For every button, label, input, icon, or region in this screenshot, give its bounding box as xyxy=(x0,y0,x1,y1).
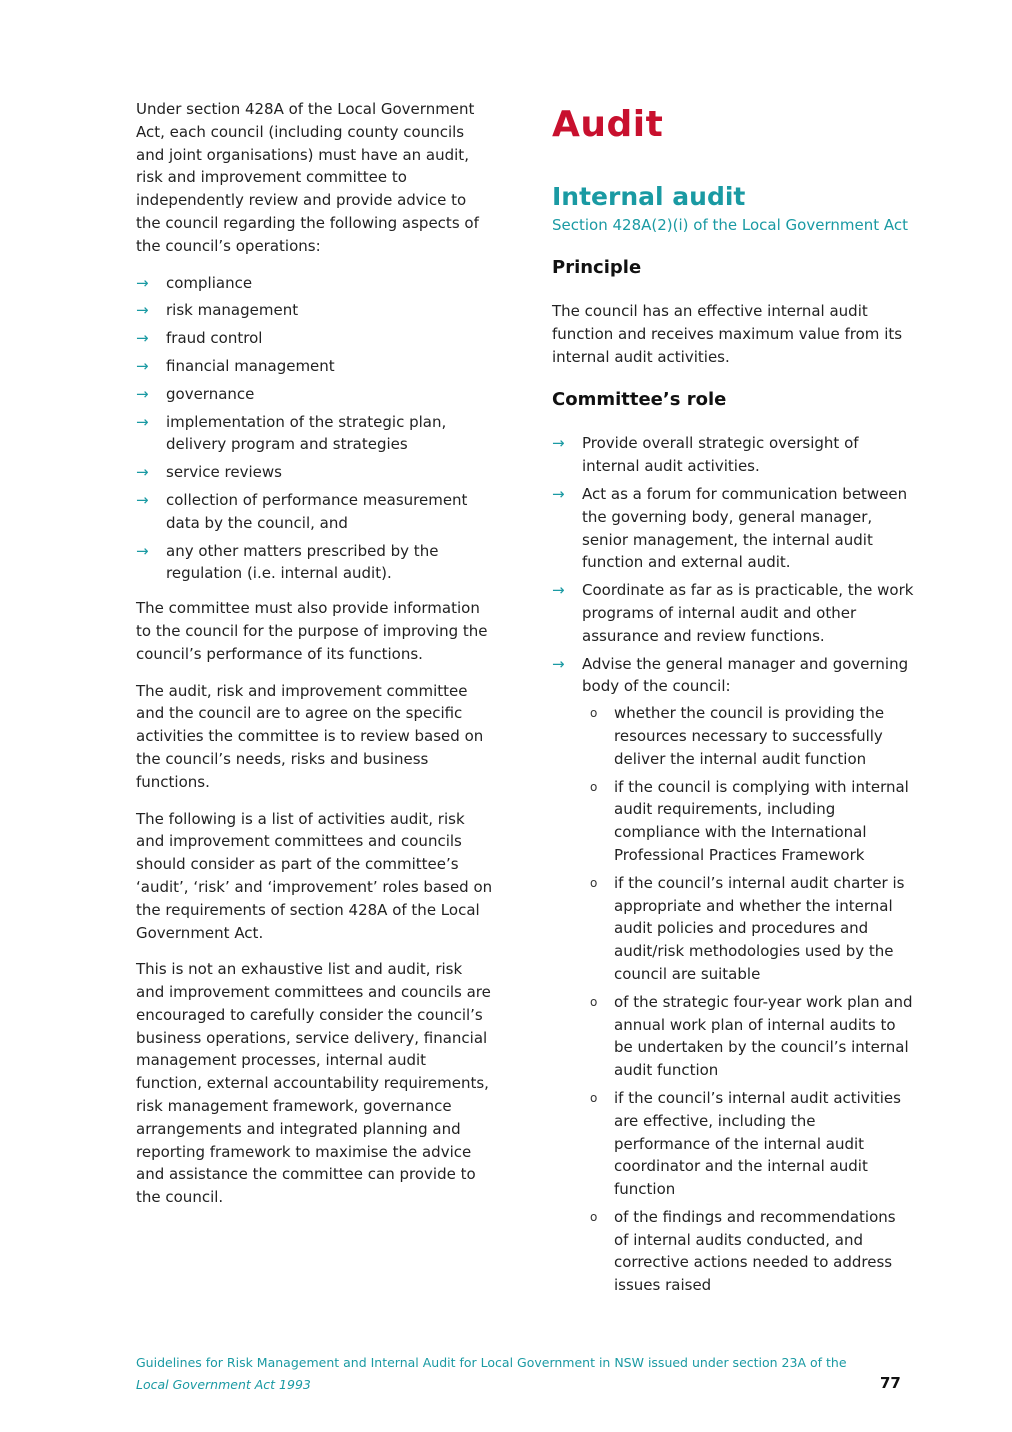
footer-act-title: Local Government Act 1993 xyxy=(136,1377,311,1392)
body-paragraph: The audit, risk and improvement committee and the council are to agree on the specific activities the committee is to review based on the council’s needs, risks and business functions. xyxy=(136,681,484,791)
list-item: o whether the council is providing the resources necessary to successfully deliver the internal audit function xyxy=(590,704,885,768)
list-item: → fraud control xyxy=(136,327,494,350)
arrow-right-icon: → xyxy=(136,356,149,375)
list-item: o of the strategic four-year work plan and annual work plan of internal audits to be undertaken by the council’s internal audit function xyxy=(590,992,913,1080)
circle-bullet-icon: o xyxy=(590,706,598,721)
arrow-right-icon: → xyxy=(136,490,149,509)
list-item: → Coordinate as far as is practicable, the work programs of internal audit and other assurance and review functions. xyxy=(552,581,914,645)
arrow-right-icon: → xyxy=(552,484,565,503)
list-item: → compliance xyxy=(136,272,494,295)
circle-bullet-icon: o xyxy=(590,875,598,890)
left-column xyxy=(136,98,494,1223)
arrow-right-icon: → xyxy=(136,301,149,320)
role-heading: Committee’s role xyxy=(552,389,727,411)
list-item: → Act as a forum for communication between the governing body, general manager, senior management, the internal audit function and external audit. xyxy=(552,484,908,572)
circle-bullet-icon: o xyxy=(590,779,598,794)
intro-paragraph: Under section 428A of the Local Government Act, each council (including county councils and joint organisations) must have an audit, risk and improvement committee to independently review and provide advice to the council regarding the following aspects of the council’s operations: xyxy=(136,100,479,255)
arrow-right-icon: → xyxy=(136,384,149,403)
footer xyxy=(136,1352,876,1396)
body-paragraph: This is not an exhaustive list and audit, risk and improvement committees and councils are encouraged to carefully consider the council’s business operations, service delivery, financial management processes, internal audit function, external accountability requirements, risk management framework, governance arrangements and integrated planning and reporting framework to maximise the advice and assistance the committee can provide to the council. xyxy=(136,960,491,1207)
roles-list xyxy=(552,432,914,1297)
footer-text: Guidelines for Risk Management and Internal Audit for Local Government in NSW issued under section 23A of the xyxy=(136,1355,847,1370)
list-item: o if the council’s internal audit activities are effective, including the performance of the internal audit coordinator and the internal audit function xyxy=(590,1088,901,1199)
section-reference: Section 428A(2)(i) of the Local Government Act xyxy=(552,216,908,234)
list-item: → service reviews xyxy=(136,461,494,484)
list-item: → Provide overall strategic oversight of internal audit activities. xyxy=(552,434,859,476)
section-title: Internal audit xyxy=(552,182,746,211)
principle-text: The council has an effective internal audit function and receives maximum value from its internal audit activities. xyxy=(552,302,903,366)
arrow-right-icon: → xyxy=(552,581,565,600)
page-number: 77 xyxy=(880,1374,901,1392)
arrow-right-icon: → xyxy=(136,463,149,482)
list-item: o of the findings and recommendations of internal audits conducted, and corrective actions needed to address issues raised xyxy=(590,1207,896,1295)
list-item: → collection of performance measurement data by the council, and xyxy=(136,490,468,532)
list-item: → implementation of the strategic plan, delivery program and strategies xyxy=(136,412,447,454)
list-item: → governance xyxy=(136,383,494,406)
arrow-right-icon: → xyxy=(552,434,565,453)
circle-bullet-icon: o xyxy=(590,1090,598,1105)
arrow-right-icon: → xyxy=(136,273,149,292)
advice-list xyxy=(582,702,914,1297)
list-item: → financial management xyxy=(136,355,494,378)
page-title: Audit xyxy=(552,104,664,145)
circle-bullet-icon: o xyxy=(590,1209,598,1224)
list-item: o if the council is complying with internal audit requirements, including compliance with the International Professional Practices Framework xyxy=(590,777,909,864)
body-paragraph: The following is a list of activities audit, risk and improvement committees and councils should consider as part of the committee’s ‘audit’, ‘risk’ and ‘improvement’ roles based on the requirements of section 428A of the Local Government Act. xyxy=(136,809,493,942)
right-column xyxy=(552,100,914,1309)
body-paragraph: The committee must also provide information to the council for the purpose of improving the council’s performance of its functions. xyxy=(136,599,488,663)
list-item: → risk management xyxy=(136,299,494,322)
arrow-right-icon: → xyxy=(136,329,149,348)
list-item: → any other matters prescribed by the regulation (i.e. internal audit). xyxy=(136,541,439,583)
principle-heading: Principle xyxy=(552,257,642,278)
circle-bullet-icon: o xyxy=(590,994,598,1009)
list-item: → Advise the general manager and governing body of the council: o whether the council is providing the resources necessary to successfully deliver the internal audit function o if the council is complying with internal audit requirements, including compliance with the International Professional Practices Framework o if the council’s internal audit charter is appropriate and whether the internal audit policies and procedures and audit/risk methodologies used by the council are suitable o of the strategic four-year work plan and annual work plan of internal audits to be undertaken by the council’s internal audit function o if the council’s internal audit activities are effective, including the performance of the internal audit coordinator and the internal audit function o of the findings and recommendations of internal audits conducted, and corrective actions needed to address issues raised xyxy=(552,653,914,1298)
arrow-right-icon: → xyxy=(136,412,149,431)
arrow-right-icon: → xyxy=(136,541,149,560)
aspects-list xyxy=(136,272,494,586)
list-item: o if the council’s internal audit charter is appropriate and whether the internal audit policies and procedures and audit/risk methodologies used by the council are suitable xyxy=(590,873,905,983)
arrow-right-icon: → xyxy=(552,654,565,673)
